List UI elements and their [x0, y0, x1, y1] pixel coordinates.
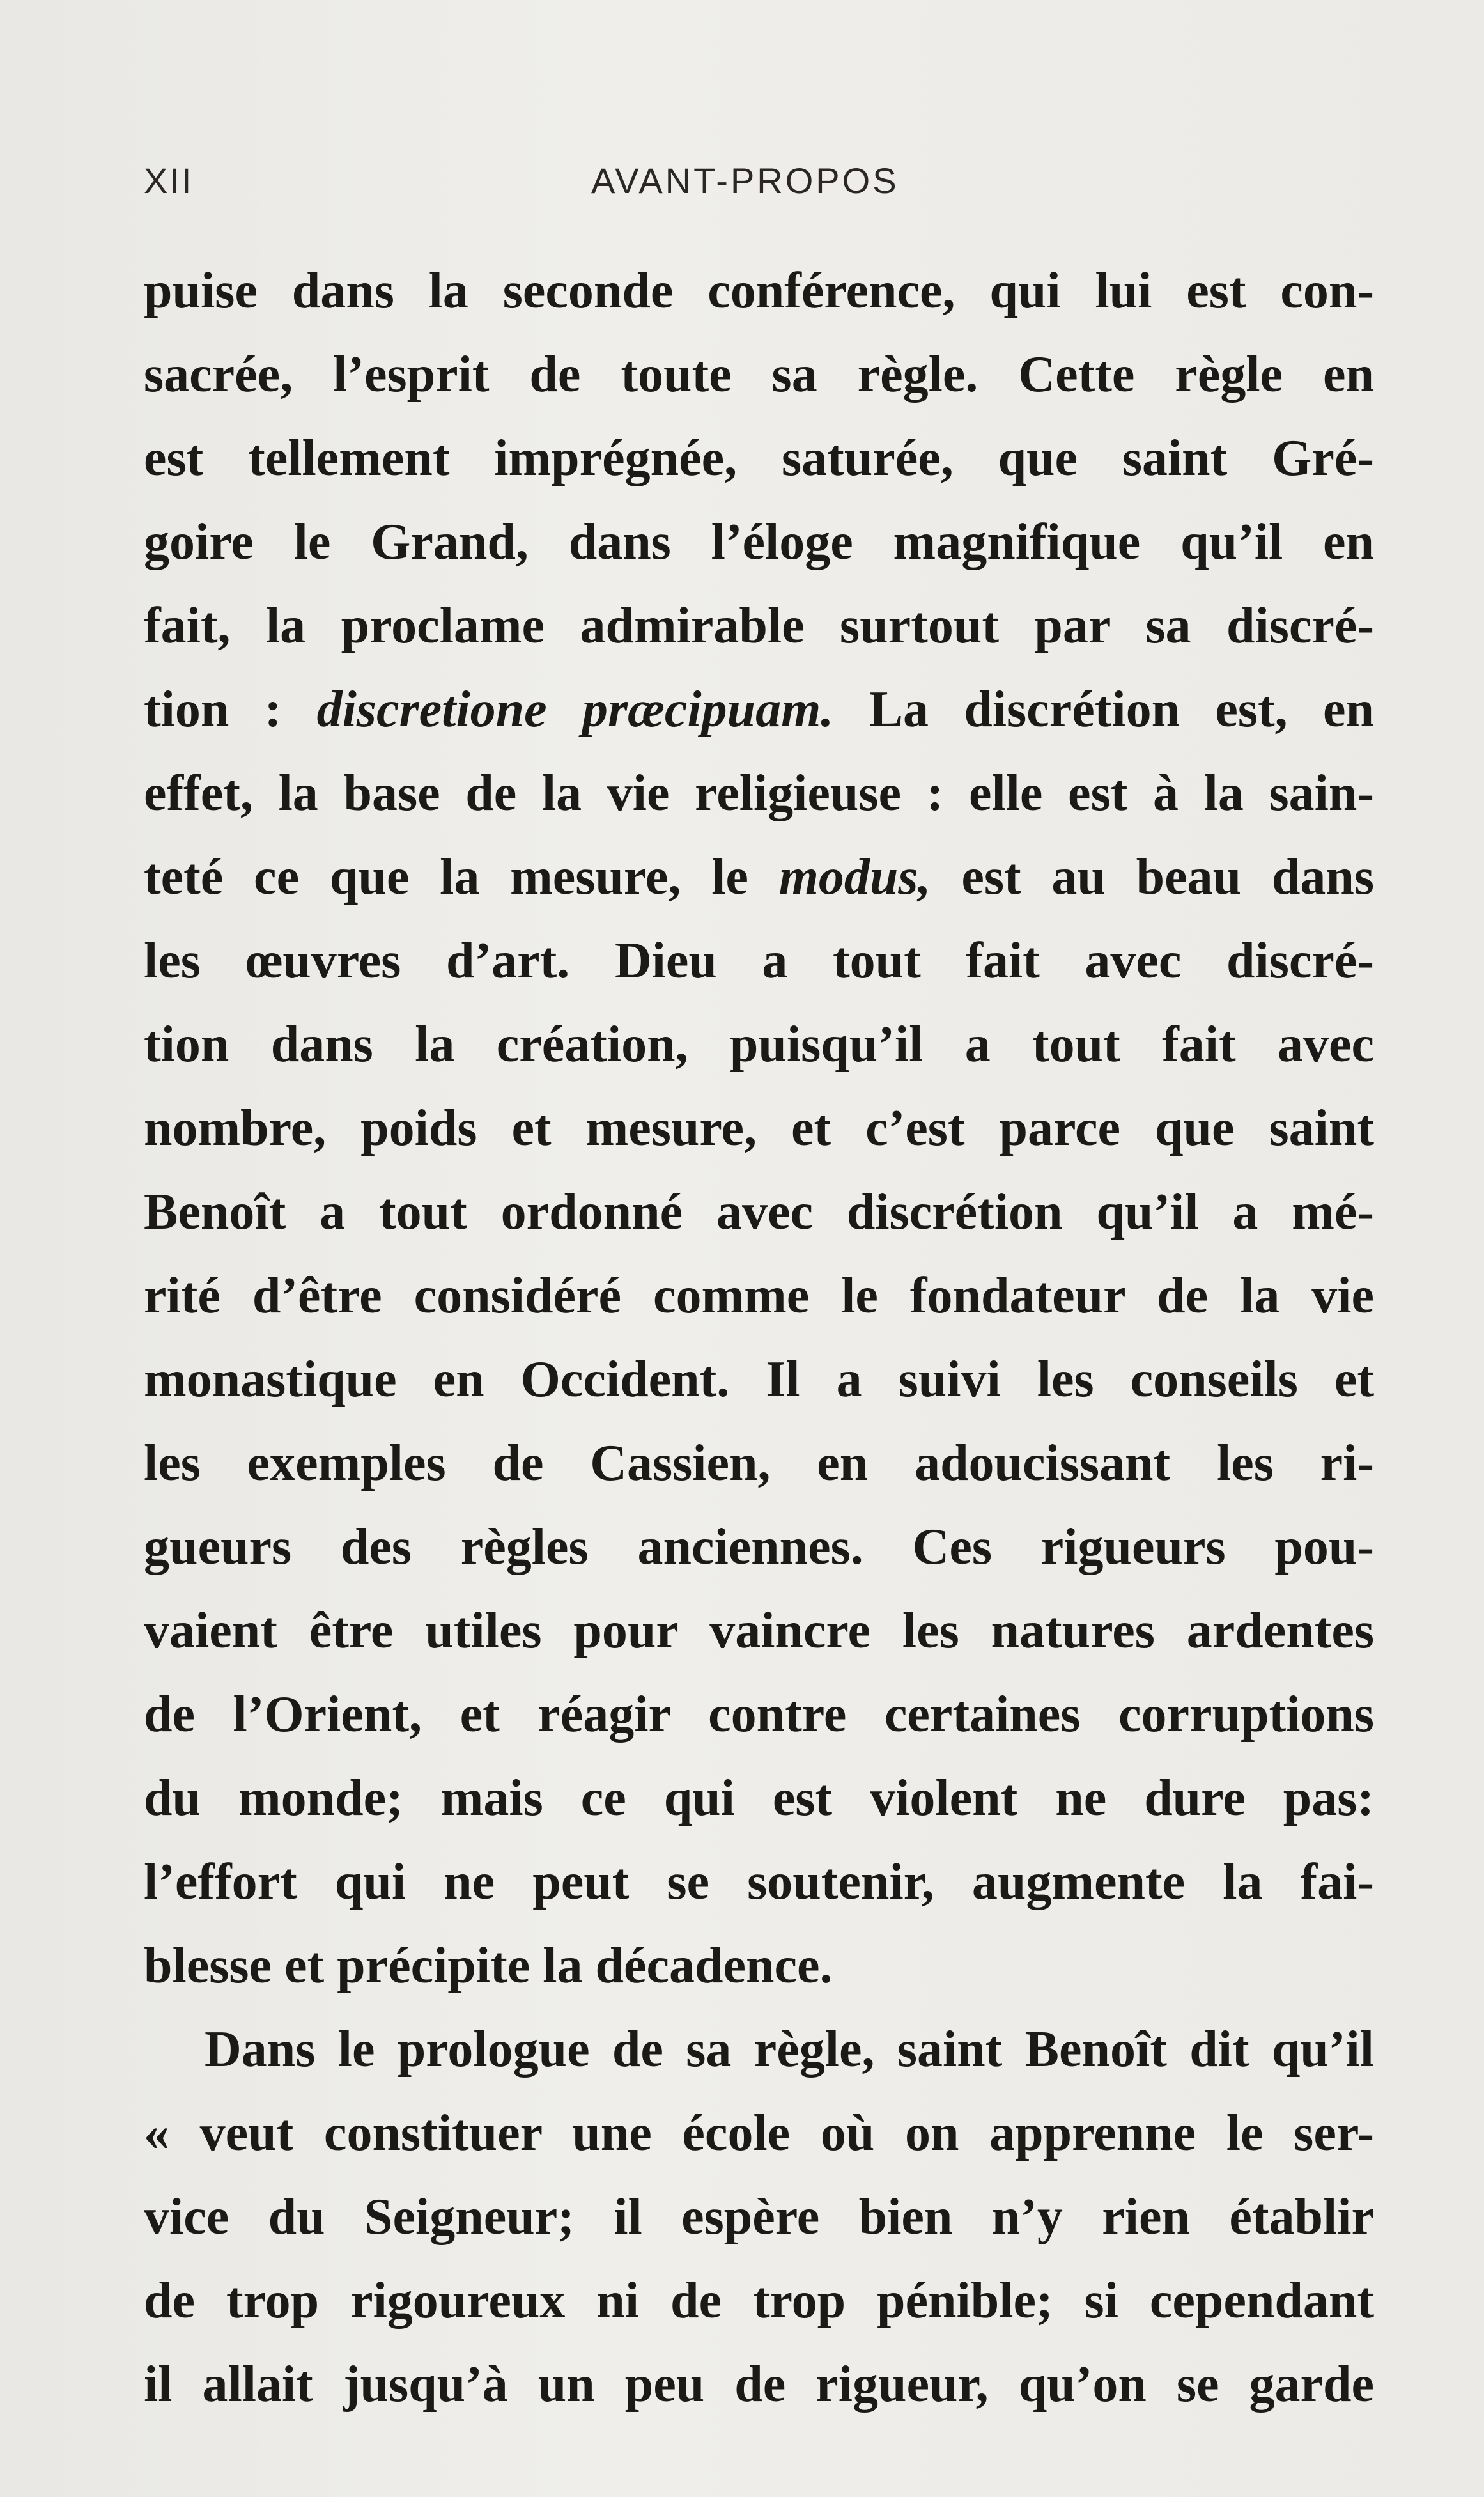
- latin-quotation: discretione præcipuam.: [316, 681, 834, 738]
- text-line: les exemples de Cassien, en adoucissant les ri-: [144, 1435, 1374, 1491]
- page-header: [144, 160, 1377, 211]
- text-segment: tion :: [144, 681, 282, 738]
- text-line: sacrée, l’esprit de toute sa règle. Cette règle en: [144, 346, 1374, 403]
- text-line: goire le Grand, dans l’éloge magnifique qu’il en: [144, 514, 1374, 570]
- text-line: Benoît a tout ordonné avec discrétion qu’il a mé-: [144, 1184, 1374, 1240]
- body-text: [144, 249, 1374, 2427]
- page-number: XII: [144, 160, 194, 201]
- text-line: puise dans la seconde conférence, qui lui est con-: [144, 263, 1374, 319]
- text-line: de trop rigoureux ni de trop pénible; si cependant: [144, 2273, 1374, 2329]
- text-segment: teté ce que la mesure, le: [144, 849, 748, 905]
- text-line: effet, la base de la vie religieuse : elle est à la sain-: [144, 765, 1374, 821]
- text-segment: La discrétion est, en: [869, 681, 1374, 738]
- text-line: « veut constituer une école où on apprenne le ser-: [144, 2105, 1374, 2161]
- text-line: de l’Orient, et réagir contre certaines corruptions: [144, 1686, 1374, 1743]
- text-line: [144, 668, 1374, 752]
- text-line: rité d’être considéré comme le fondateur de la vie: [144, 1268, 1374, 1324]
- text-line: nombre, poids et mesure, et c’est parce que saint: [144, 1100, 1374, 1156]
- text-line: monastique en Occident. Il a suivi les conseils et: [144, 1351, 1374, 1408]
- text-line: vaient être utiles pour vaincre les natures ardentes: [144, 1603, 1374, 1659]
- text-line: blesse et précipite la décadence.: [144, 1938, 833, 1994]
- text-line: du monde; mais ce qui est violent ne dure pas:: [144, 1770, 1374, 1826]
- text-line: il allait jusqu’à un peu de rigueur, qu’on se garde: [144, 2356, 1374, 2413]
- text-line: les œuvres d’art. Dieu a tout fait avec discré-: [144, 933, 1374, 989]
- text-line: est tellement imprégnée, saturée, que saint Gré-: [144, 430, 1374, 486]
- text-line: vice du Seigneur; il espère bien n’y rien établir: [144, 2189, 1374, 2245]
- running-head: AVANT-PROPOS: [591, 160, 899, 201]
- text-segment: est au beau dans: [961, 849, 1375, 905]
- text-line: fait, la proclame admirable surtout par sa discré-: [144, 598, 1374, 654]
- text-line: gueurs des règles anciennes. Ces rigueurs pou-: [144, 1519, 1374, 1575]
- latin-term: modus,: [778, 849, 931, 905]
- text-line: tion dans la création, puisqu’il a tout fait avec: [144, 1016, 1374, 1073]
- text-line: Dans le prologue de sa règle, saint Benoît dit qu’il: [205, 2021, 1374, 2078]
- text-line: l’effort qui ne peut se soutenir, augmente la fai-: [144, 1854, 1374, 1910]
- text-line: [144, 836, 1374, 919]
